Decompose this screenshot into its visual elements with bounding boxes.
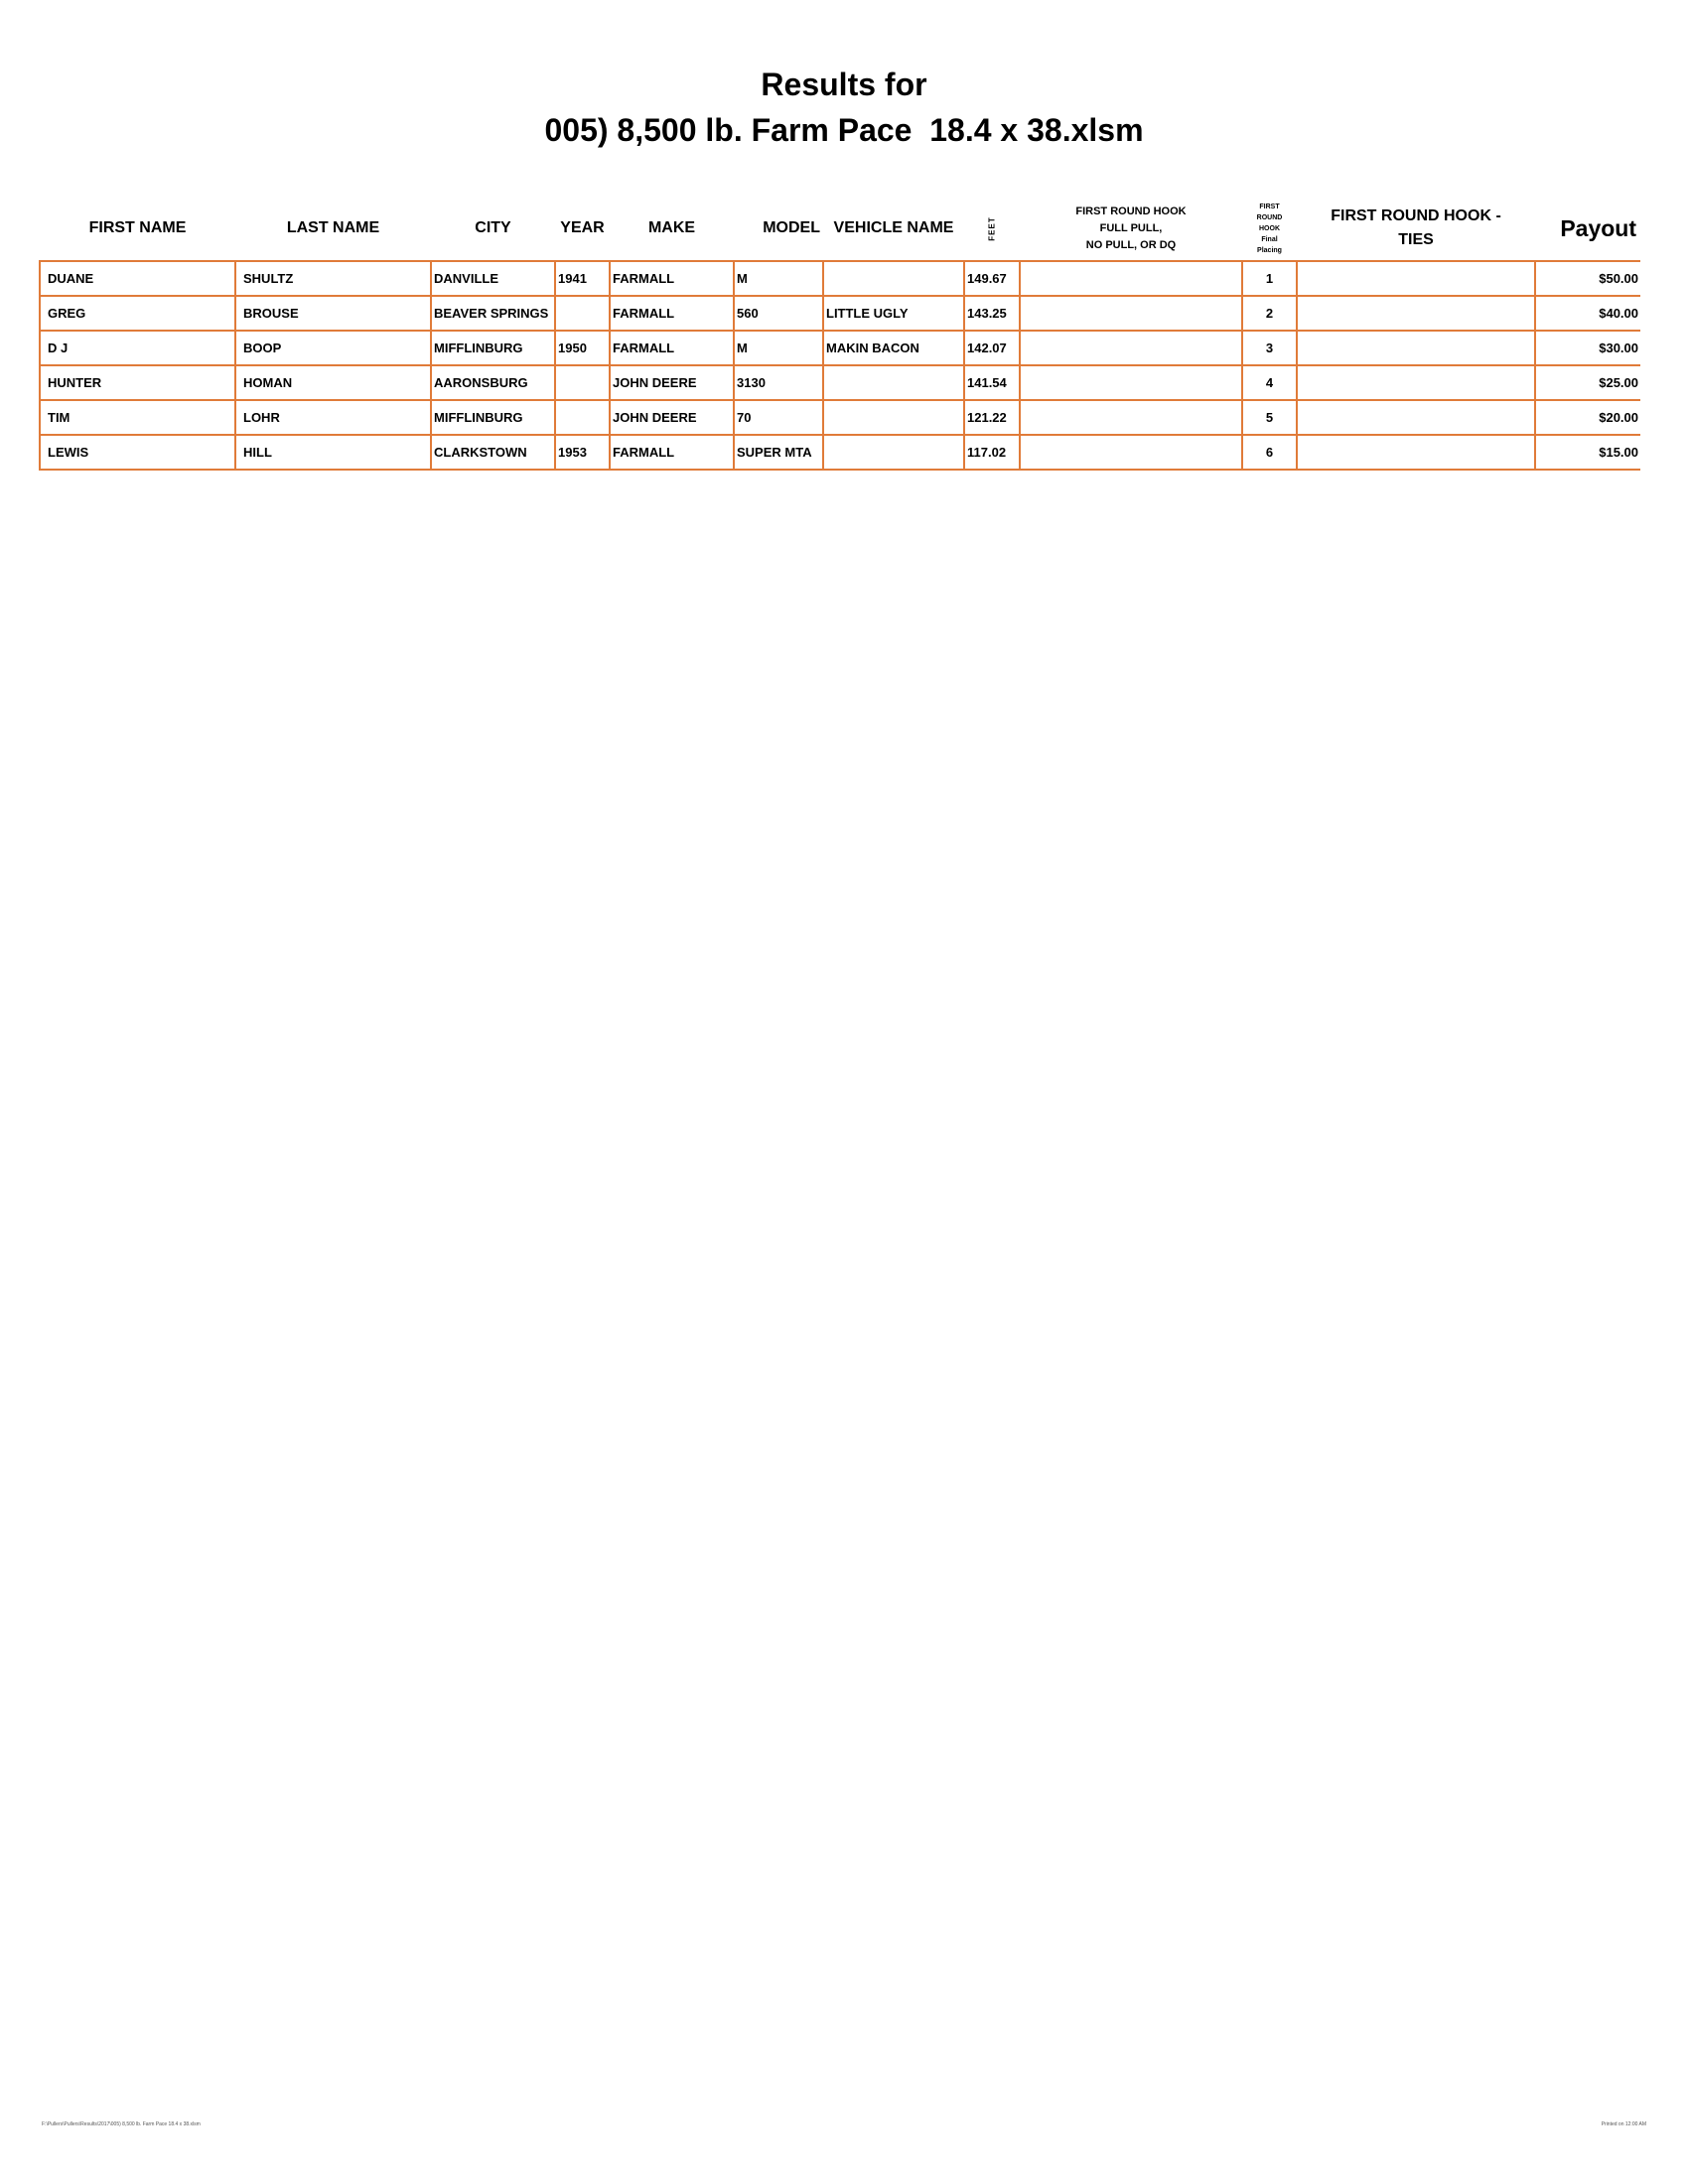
cell-vehicle-name	[823, 261, 964, 296]
cell-model: SUPER MTA	[734, 435, 823, 470]
results-table	[39, 197, 1640, 471]
header-make: MAKE	[647, 219, 696, 236]
cell-model: 70	[734, 400, 823, 435]
cell-year: 1953	[555, 435, 610, 470]
cell-first-name: DUANE	[40, 261, 235, 296]
cell-payout: $50.00	[1535, 261, 1640, 296]
header-placing-line-2: ROUND	[1256, 213, 1283, 221]
cell-vehicle-name: LITTLE UGLY	[823, 296, 964, 331]
cell-year	[555, 296, 610, 331]
cell-feet: 149.67	[964, 261, 1020, 296]
header-placing-line-1: FIRST	[1259, 203, 1280, 210]
header-ties-line-2: TIES	[1398, 231, 1434, 248]
cell-placing: 6	[1242, 435, 1297, 470]
cell-city: AARONSBURG	[431, 365, 555, 400]
header-hook-result-line-3: NO PULL, OR DQ	[1085, 238, 1177, 251]
cell-feet: 143.25	[964, 296, 1020, 331]
cell-payout: $25.00	[1535, 365, 1640, 400]
cell-first-name: TIM	[40, 400, 235, 435]
header-feet	[964, 197, 1020, 261]
cell-model: M	[734, 331, 823, 365]
title-line-2: 005) 8,500 lb. Farm Pace 18.4 x 38.xlsm	[544, 112, 1144, 148]
table-row	[40, 331, 1640, 365]
header-placing-line-4: Final	[1261, 235, 1278, 243]
cell-feet: 121.22	[964, 400, 1020, 435]
cell-first-name: D J	[40, 331, 235, 365]
header-hook-result-line-2: FULL PULL,	[1099, 221, 1163, 234]
cell-last-name: SHULTZ	[235, 261, 431, 296]
header-feet-label: FEET	[987, 215, 997, 241]
table-row	[40, 365, 1640, 400]
cell-hook-result	[1020, 435, 1242, 470]
cell-first-name: LEWIS	[40, 435, 235, 470]
cell-ties	[1297, 261, 1535, 296]
cell-year	[555, 400, 610, 435]
cell-placing: 5	[1242, 400, 1297, 435]
header-first-name: FIRST NAME	[88, 219, 187, 236]
cell-make: JOHN DEERE	[610, 400, 734, 435]
table-row	[40, 296, 1640, 331]
results-table-wrapper	[39, 197, 1639, 471]
cell-last-name: LOHR	[235, 400, 431, 435]
cell-city: BEAVER SPRINGS	[431, 296, 555, 331]
cell-make: FARMALL	[610, 435, 734, 470]
header-payout: Payout	[1560, 214, 1636, 241]
header-year: YEAR	[560, 219, 605, 236]
report-title	[0, 62, 1688, 153]
header-city: CITY	[475, 219, 511, 236]
cell-hook-result	[1020, 400, 1242, 435]
header-ties	[1297, 197, 1535, 261]
cell-feet: 117.02	[964, 435, 1020, 470]
header-final-placing	[1242, 197, 1297, 261]
cell-last-name: BOOP	[235, 331, 431, 365]
cell-vehicle-name	[823, 400, 964, 435]
cell-city: CLARKSTOWN	[431, 435, 555, 470]
cell-last-name: HILL	[235, 435, 431, 470]
cell-payout: $20.00	[1535, 400, 1640, 435]
cell-hook-result	[1020, 261, 1242, 296]
cell-last-name: BROUSE	[235, 296, 431, 331]
cell-feet: 141.54	[964, 365, 1020, 400]
cell-hook-result	[1020, 296, 1242, 331]
header-vehicle-name: VEHICLE NAME	[833, 219, 954, 236]
footer-file-path: F:\Pullers\Pullers\Results\2017\005) 8,500 lb. Farm Pace 18.4 x 38.xlsm	[42, 2121, 201, 2127]
header-last-name: LAST NAME	[286, 219, 380, 236]
header-ties-line-1: FIRST ROUND HOOK -	[1331, 207, 1501, 224]
cell-vehicle-name	[823, 435, 964, 470]
cell-city: MIFFLINBURG	[431, 331, 555, 365]
cell-city: DANVILLE	[431, 261, 555, 296]
cell-ties	[1297, 331, 1535, 365]
cell-ties	[1297, 365, 1535, 400]
header-hook-result-line-1: FIRST ROUND HOOK	[1075, 205, 1187, 217]
cell-first-name: HUNTER	[40, 365, 235, 400]
cell-vehicle-name: MAKIN BACON	[823, 331, 964, 365]
header-placing-line-5: Placing	[1257, 246, 1282, 254]
cell-placing: 1	[1242, 261, 1297, 296]
cell-payout: $40.00	[1535, 296, 1640, 331]
title-line-1: Results for	[761, 67, 927, 102]
cell-make: JOHN DEERE	[610, 365, 734, 400]
cell-year: 1941	[555, 261, 610, 296]
header-row	[40, 197, 1640, 261]
cell-make: FARMALL	[610, 261, 734, 296]
header-hook-result	[1020, 197, 1242, 261]
cell-placing: 3	[1242, 331, 1297, 365]
table-row	[40, 400, 1640, 435]
cell-payout: $15.00	[1535, 435, 1640, 470]
table-row	[40, 261, 1640, 296]
cell-model: M	[734, 261, 823, 296]
cell-make: FARMALL	[610, 331, 734, 365]
cell-placing: 2	[1242, 296, 1297, 331]
header-placing-line-3: HOOK	[1259, 224, 1280, 232]
table-row	[40, 435, 1640, 470]
results-table-body	[40, 261, 1640, 470]
cell-hook-result	[1020, 331, 1242, 365]
cell-payout: $30.00	[1535, 331, 1640, 365]
cell-model: 3130	[734, 365, 823, 400]
cell-year	[555, 365, 610, 400]
cell-first-name: GREG	[40, 296, 235, 331]
cell-hook-result	[1020, 365, 1242, 400]
cell-ties	[1297, 296, 1535, 331]
cell-ties	[1297, 400, 1535, 435]
cell-last-name: HOMAN	[235, 365, 431, 400]
cell-model: 560	[734, 296, 823, 331]
cell-vehicle-name	[823, 365, 964, 400]
cell-ties	[1297, 435, 1535, 470]
cell-year: 1950	[555, 331, 610, 365]
footer-print-stamp: Printed on 12:00 AM	[1601, 2121, 1646, 2127]
header-model: MODEL	[763, 219, 820, 236]
cell-city: MIFFLINBURG	[431, 400, 555, 435]
cell-feet: 142.07	[964, 331, 1020, 365]
cell-make: FARMALL	[610, 296, 734, 331]
cell-placing: 4	[1242, 365, 1297, 400]
